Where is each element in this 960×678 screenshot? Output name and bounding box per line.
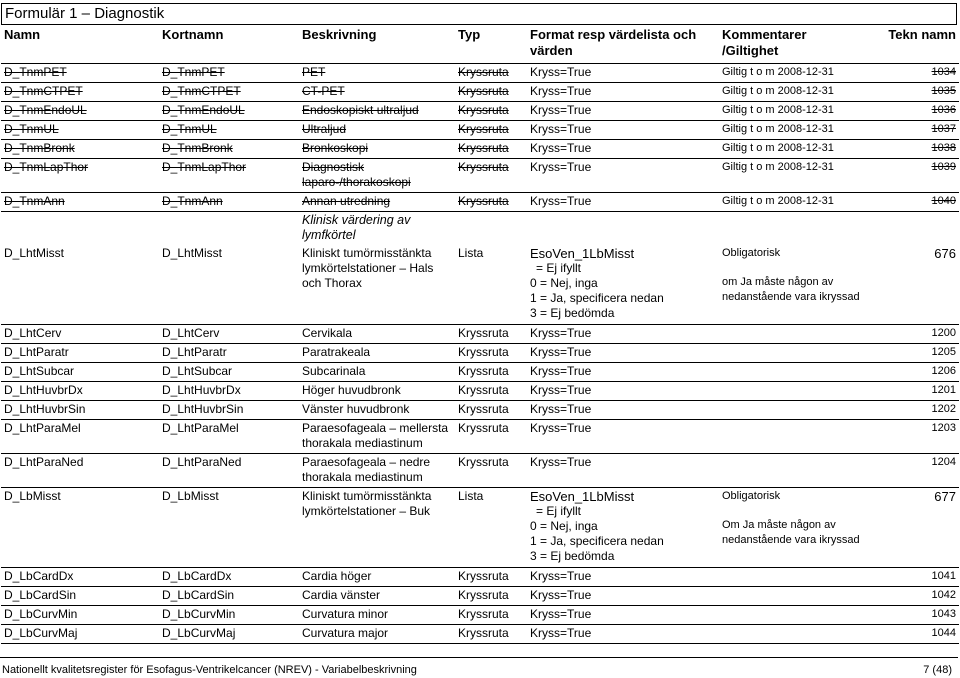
cell-format: Kryss=True <box>530 607 592 621</box>
cell-kommentar <box>719 363 867 382</box>
cell-typ: Kryssruta <box>458 141 509 155</box>
cell-beskrivning: Höger huvudbronk <box>302 383 401 397</box>
cell-tekn: 676 <box>934 246 956 261</box>
cell-format: Kryss=True <box>530 569 592 583</box>
cell-namn: D_LhtSubcar <box>4 364 75 378</box>
cell-namn: D_LhtHuvbrSin <box>4 402 86 416</box>
cell-kortnamn: D_LbCardSin <box>162 588 235 602</box>
cell-kommentar <box>719 625 867 644</box>
form-title: Formulär 1 – Diagnostik <box>5 5 165 22</box>
cell-namn: D_LbCurvMin <box>4 607 78 621</box>
kommentar-line: Obligatorisk <box>722 247 781 259</box>
cell-tekn: 1044 <box>931 627 956 639</box>
cell-kortnamn: D_LhtParaNed <box>162 455 242 469</box>
cell-format: Kryss=True <box>530 455 592 469</box>
cell-tekn: 1036 <box>931 104 956 116</box>
table-row <box>1 102 959 121</box>
cell-format: Kryss=True <box>530 103 592 117</box>
cell-beskrivning: Annan utredning <box>302 194 391 208</box>
cell-beskrivning: Vänster huvudbronk <box>302 402 410 416</box>
cell-kommentar: Giltig t o m 2008-12-31 <box>722 195 834 207</box>
cell-format: Kryss=True <box>530 326 592 340</box>
kommentar-line: om Ja måste någon av nedanstående vara ikryssad <box>722 276 860 303</box>
table-row <box>1 587 959 606</box>
cell-beskrivning: Cardia höger <box>302 569 372 583</box>
cell-namn: D_TnmPET <box>4 65 67 79</box>
cell-kortnamn: D_LhtSubcar <box>162 364 233 378</box>
cell-typ: Kryssruta <box>458 383 509 397</box>
cell-tekn: 1201 <box>931 384 956 396</box>
cell-format: Kryss=True <box>530 626 592 640</box>
cell-tekn: 1202 <box>931 403 956 415</box>
cell-tekn: 1200 <box>931 327 956 339</box>
format-line: 1 = Ja, specificera nedan <box>530 291 664 305</box>
cell-beskrivning: Curvatura major <box>302 626 389 640</box>
cell-format: Kryss=True <box>530 160 592 174</box>
cell-beskrivning: Kliniskt tumörmisstänkta lymkörtelstationer – Buk <box>302 489 432 518</box>
cell-kortnamn: D_TnmLapThor <box>162 160 247 174</box>
cell-typ: Lista <box>458 246 484 260</box>
cell-tekn: 1040 <box>931 195 956 207</box>
cell-kommentar <box>719 568 867 587</box>
col-header-typ: Typ <box>458 27 481 42</box>
cell-kommentar <box>719 454 867 488</box>
cell-typ: Kryssruta <box>458 345 509 359</box>
cell-typ: Kryssruta <box>458 160 509 174</box>
cell-kommentar <box>719 382 867 401</box>
format-line: = Ej ifyllt <box>536 504 582 518</box>
col-header-kommentarer: Kommentarer /Giltighet <box>722 27 807 58</box>
table-row <box>1 382 959 401</box>
table-row <box>1 193 959 212</box>
table-row <box>1 454 959 488</box>
cell-kortnamn: D_TnmAnn <box>162 194 223 208</box>
cell-namn: D_TnmAnn <box>4 194 65 208</box>
cell-kortnamn: D_TnmEndoUL <box>162 103 245 117</box>
cell-format: Kryss=True <box>530 402 592 416</box>
kommentar-line: Obligatorisk <box>722 490 781 502</box>
table-row <box>1 420 959 454</box>
cell-kortnamn: D_LbCardDx <box>162 569 232 583</box>
cell-namn: D_LhtMisst <box>4 246 65 260</box>
format-line: 0 = Nej, inga <box>530 276 598 290</box>
cell-namn: D_LbMisst <box>4 489 61 503</box>
cell-kortnamn: D_TnmUL <box>162 122 217 136</box>
cell-tekn: 1206 <box>931 365 956 377</box>
section-heading-row <box>1 212 959 246</box>
cell-namn: D_TnmEndoUL <box>4 103 87 117</box>
cell-beskrivning: Cervikala <box>302 326 353 340</box>
cell-typ: Kryssruta <box>458 326 509 340</box>
cell-tekn: 1034 <box>931 66 956 78</box>
cell-kortnamn: D_LbMisst <box>162 489 219 503</box>
cell-tekn: 1041 <box>931 570 956 582</box>
cell-typ: Kryssruta <box>458 455 509 469</box>
cell-tekn: 1203 <box>931 422 956 434</box>
format-line: EsoVen_1LbMisst <box>530 246 635 261</box>
table-row <box>1 64 959 83</box>
cell-tekn: 1204 <box>931 456 956 468</box>
page-number: 7 (48) <box>923 664 952 676</box>
cell-format: Kryss=True <box>530 65 592 79</box>
cell-typ: Kryssruta <box>458 194 509 208</box>
cell-namn: D_LbCardSin <box>4 588 77 602</box>
cell-kortnamn: D_LhtHuvbrSin <box>162 402 244 416</box>
table-row <box>1 140 959 159</box>
format-line: 3 = Ej bedömda <box>530 306 615 320</box>
cell-typ: Kryssruta <box>458 569 509 583</box>
cell-kommentar: Giltig t o m 2008-12-31 <box>722 104 834 116</box>
cell-tekn: 1043 <box>931 608 956 620</box>
cell-format: Kryss=True <box>530 194 592 208</box>
cell-beskrivning: Subcarinala <box>302 364 366 378</box>
cell-namn: D_LbCurvMaj <box>4 626 78 640</box>
cell-namn: D_LhtParaMel <box>4 421 81 435</box>
table-row <box>1 606 959 625</box>
cell-tekn: 1205 <box>931 346 956 358</box>
cell-beskrivning: Cardia vänster <box>302 588 381 602</box>
cell-kommentar <box>719 420 867 454</box>
cell-tekn: 1037 <box>931 123 956 135</box>
cell-format: Kryss=True <box>530 588 592 602</box>
cell-typ: Kryssruta <box>458 402 509 416</box>
cell-beskrivning: Kliniskt tumörmisstänkta lymkörtelstationer – Hals och Thorax <box>302 246 434 290</box>
cell-typ: Kryssruta <box>458 588 509 602</box>
cell-beskrivning: Bronkoskopi <box>302 141 369 155</box>
cell-format-list <box>527 245 719 325</box>
variable-table <box>1 25 959 644</box>
cell-kortnamn: D_LhtParatr <box>162 345 227 359</box>
format-line: 3 = Ej bedömda <box>530 549 615 563</box>
cell-kommentar: Giltig t o m 2008-12-31 <box>722 142 834 154</box>
cell-kortnamn: D_LhtParaMel <box>162 421 239 435</box>
cell-kommentar <box>719 587 867 606</box>
table-row <box>1 488 959 568</box>
cell-beskrivning: Paratrakeala <box>302 345 371 359</box>
cell-kommentar: Giltig t o m 2008-12-31 <box>722 66 834 78</box>
cell-kortnamn: D_LhtHuvbrDx <box>162 383 241 397</box>
cell-beskrivning: Ultraljud <box>302 122 347 136</box>
cell-format: Kryss=True <box>530 122 592 136</box>
col-header-beskrivning: Beskrivning <box>302 27 377 42</box>
table-row <box>1 325 959 344</box>
cell-tekn: 1038 <box>931 142 956 154</box>
format-line: 0 = Nej, inga <box>530 519 598 533</box>
cell-format: Kryss=True <box>530 421 592 435</box>
cell-typ: Kryssruta <box>458 65 509 79</box>
cell-beskrivning: Diagnostisk laparo-/thorakoskopi <box>302 160 411 189</box>
cell-kommentar: Giltig t o m 2008-12-31 <box>722 161 834 173</box>
table-row <box>1 121 959 140</box>
cell-format-list <box>527 488 719 568</box>
table-row <box>1 625 959 644</box>
section-heading: Klinisk värdering av lymfkörtel <box>302 213 411 242</box>
cell-typ: Kryssruta <box>458 84 509 98</box>
col-header-namn: Namn <box>4 27 41 42</box>
cell-namn: D_TnmCTPET <box>4 84 83 98</box>
cell-kommentar <box>719 325 867 344</box>
cell-namn: D_LhtParaNed <box>4 455 84 469</box>
kommentar-line: Om Ja måste någon av nedanstående vara ikryssad <box>722 519 860 546</box>
cell-format: Kryss=True <box>530 84 592 98</box>
cell-kortnamn: D_LbCurvMin <box>162 607 236 621</box>
form-title-bar <box>1 3 957 25</box>
cell-typ: Kryssruta <box>458 626 509 640</box>
table-row <box>1 401 959 420</box>
cell-typ: Kryssruta <box>458 607 509 621</box>
format-line: = Ej ifyllt <box>536 261 582 275</box>
cell-kommentar: Giltig t o m 2008-12-31 <box>722 123 834 135</box>
cell-kommentar <box>719 344 867 363</box>
cell-namn: D_LhtParatr <box>4 345 69 359</box>
cell-namn: D_TnmUL <box>4 122 59 136</box>
col-header-tekn: Tekn namn <box>888 27 956 42</box>
format-line: EsoVen_1LbMisst <box>530 489 635 504</box>
table-row <box>1 159 959 193</box>
cell-kommentar <box>719 488 867 568</box>
cell-typ: Lista <box>458 489 484 503</box>
cell-kommentar: Giltig t o m 2008-12-31 <box>722 85 834 97</box>
table-row <box>1 245 959 325</box>
cell-beskrivning: PET <box>302 65 326 79</box>
cell-kommentar <box>719 401 867 420</box>
cell-kortnamn: D_LbCurvMaj <box>162 626 236 640</box>
cell-beskrivning: CT-PET <box>302 84 345 98</box>
cell-namn: D_TnmBronk <box>4 141 75 155</box>
cell-beskrivning: Endoskopiskt ultraljud <box>302 103 419 117</box>
cell-namn: D_LbCardDx <box>4 569 74 583</box>
cell-beskrivning: Paraesofageala – mellersta thorakala mediastinum <box>302 421 449 450</box>
table-row <box>1 363 959 382</box>
cell-typ: Kryssruta <box>458 103 509 117</box>
cell-kortnamn: D_LhtCerv <box>162 326 220 340</box>
cell-kommentar <box>719 606 867 625</box>
cell-kommentar <box>719 245 867 325</box>
cell-namn: D_LhtHuvbrDx <box>4 383 83 397</box>
cell-namn: D_LhtCerv <box>4 326 62 340</box>
col-header-kortnamn: Kortnamn <box>162 27 224 42</box>
cell-tekn: 1035 <box>931 85 956 97</box>
cell-beskrivning: Curvatura minor <box>302 607 389 621</box>
cell-beskrivning: Paraesofageala – nedre thorakala mediastinum <box>302 455 431 484</box>
table-row <box>1 83 959 102</box>
cell-typ: Kryssruta <box>458 364 509 378</box>
cell-tekn: 1042 <box>931 589 956 601</box>
cell-namn: D_TnmLapThor <box>4 160 89 174</box>
table-header-row <box>1 25 959 64</box>
cell-typ: Kryssruta <box>458 421 509 435</box>
table-row <box>1 344 959 363</box>
cell-tekn: 677 <box>934 489 956 504</box>
cell-tekn: 1039 <box>931 161 956 173</box>
cell-format: Kryss=True <box>530 141 592 155</box>
cell-kortnamn: D_TnmBronk <box>162 141 233 155</box>
table-row <box>1 568 959 587</box>
format-line: 1 = Ja, specificera nedan <box>530 534 664 548</box>
footer-text: Nationellt kvalitetsregister för Esofagus-Ventrikelcancer (NREV) - Variabelbeskrivning <box>2 664 417 676</box>
cell-kortnamn: D_TnmPET <box>162 65 225 79</box>
cell-format: Kryss=True <box>530 345 592 359</box>
cell-kortnamn: D_TnmCTPET <box>162 84 241 98</box>
col-header-format: Format resp värdelista och värden <box>530 27 697 58</box>
cell-format: Kryss=True <box>530 364 592 378</box>
cell-typ: Kryssruta <box>458 122 509 136</box>
page-footer <box>0 657 958 678</box>
cell-kortnamn: D_LhtMisst <box>162 246 223 260</box>
cell-format: Kryss=True <box>530 383 592 397</box>
